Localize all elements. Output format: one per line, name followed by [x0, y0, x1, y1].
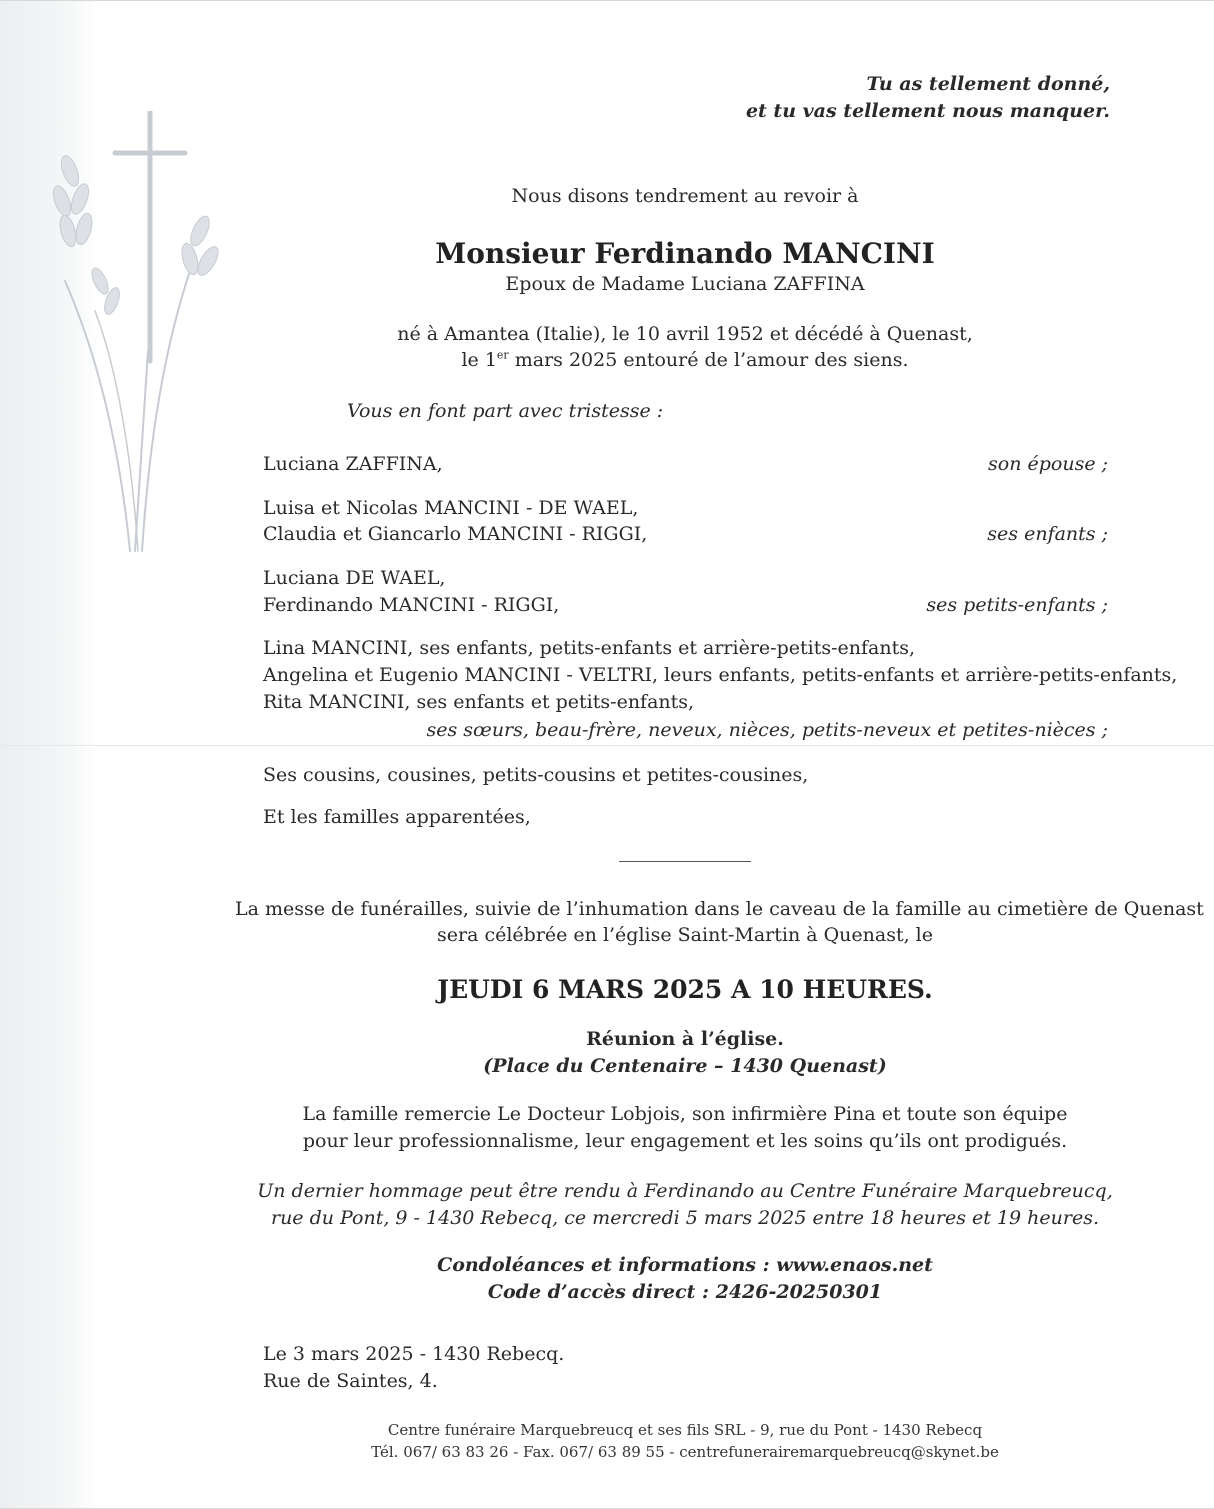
funeral-line-2: sera célébrée en l’église Saint-Martin à Quenast, le: [437, 924, 933, 946]
place-date-line-2: Rue de Saintes, 4.: [263, 1370, 438, 1392]
tribute-line-1: Un dernier hommage peut être rendu à Ferdinando au Centre Funéraire Marquebreucq,: [257, 1180, 1113, 1202]
cousins-entry: Ses cousins, cousines, petits-cousins et petites-cousines,: [263, 764, 809, 786]
children-entry-1: Luisa et Nicolas MANCINI - DE WAEL,: [263, 497, 639, 519]
fold-line: [0, 745, 1214, 746]
spouse-entry: Luciana ZAFFINA,: [263, 453, 443, 475]
siblings-role: ses sœurs, beau-frère, neveux, nièces, petits-neveux et petites-nièces ;: [426, 719, 1108, 741]
funeral-line-1: La messe de funérailles, suivie de l’inhumation dans le caveau de la famille au cimetière de Quenast: [235, 898, 1204, 920]
announce-text: Vous en font part avec tristesse :: [347, 400, 664, 422]
funeral-datetime: JEUDI 6 MARS 2025 A 10 HEURES.: [437, 975, 933, 1004]
children-role: ses enfants ;: [987, 523, 1108, 545]
grandchildren-entry-1: Luciana DE WAEL,: [263, 567, 446, 589]
siblings-entry-1: Lina MANCINI, ses enfants, petits-enfants et arrière-petits-enfants,: [263, 637, 916, 659]
relatives-entry: Et les familles apparentées,: [263, 806, 531, 828]
birth-death-line-2: le 1er mars 2025 entouré de l’amour des siens.: [461, 348, 909, 371]
birth-death-line-1: né à Amantea (Italie), le 10 avril 1952 et décédé à Quenast,: [397, 323, 973, 345]
siblings-entry-2: Angelina et Eugenio MANCINI - VELTRI, leurs enfants, petits-enfants et arrière-petits-enfants,: [263, 664, 1178, 686]
church-address: (Place du Centenaire – 1430 Quenast): [483, 1055, 887, 1077]
siblings-entry-3: Rita MANCINI, ses enfants et petits-enfants,: [263, 691, 695, 713]
condolences-line[interactable]: Condoléances et informations : www.enaos.net: [437, 1254, 933, 1276]
footer-line-1: Centre funéraire Marquebreucq et ses fils SRL - 9, rue du Pont - 1430 Rebecq: [387, 1421, 983, 1439]
meeting-place: Réunion à l’église.: [586, 1028, 784, 1050]
grandchildren-entry-2: Ferdinando MANCINI - RIGGI,: [263, 594, 560, 616]
deceased-name: Monsieur Ferdinando MANCINI: [435, 237, 935, 270]
access-code-line: Code d’accès direct : 2426-20250301: [487, 1281, 883, 1303]
place-date-line-1: Le 3 mars 2025 - 1430 Rebecq.: [263, 1343, 565, 1365]
thanks-line-1: La famille remercie Le Docteur Lobjois, son infirmière Pina et toute son équipe: [302, 1103, 1068, 1125]
tribute-line-2: rue du Pont, 9 - 1430 Rebecq, ce mercredi 5 mars 2025 entre 18 heures et 19 heures.: [270, 1207, 1100, 1229]
separator-rule: [619, 861, 751, 862]
quote-line-2: et tu vas tellement nous manquer.: [745, 100, 1110, 122]
children-entry-2: Claudia et Giancarlo MANCINI - RIGGI,: [263, 523, 648, 545]
deceased-spouse: Epoux de Madame Luciana ZAFFINA: [505, 273, 865, 295]
quote-line-1: Tu as tellement donné,: [866, 73, 1110, 95]
intro-text: Nous disons tendrement au revoir à: [511, 185, 859, 207]
footer-line-2[interactable]: Tél. 067/ 63 83 26 - Fax. 067/ 63 89 55 - centrefunerairemarquebreucq@skynet.be: [371, 1443, 999, 1461]
spouse-role: son épouse ;: [988, 453, 1108, 475]
grandchildren-role: ses petits-enfants ;: [926, 594, 1108, 616]
cross-wheat-icon: [40, 111, 230, 561]
thanks-line-2: pour leur professionnalisme, leur engagement et les soins qu’ils ont prodigués.: [302, 1130, 1068, 1152]
